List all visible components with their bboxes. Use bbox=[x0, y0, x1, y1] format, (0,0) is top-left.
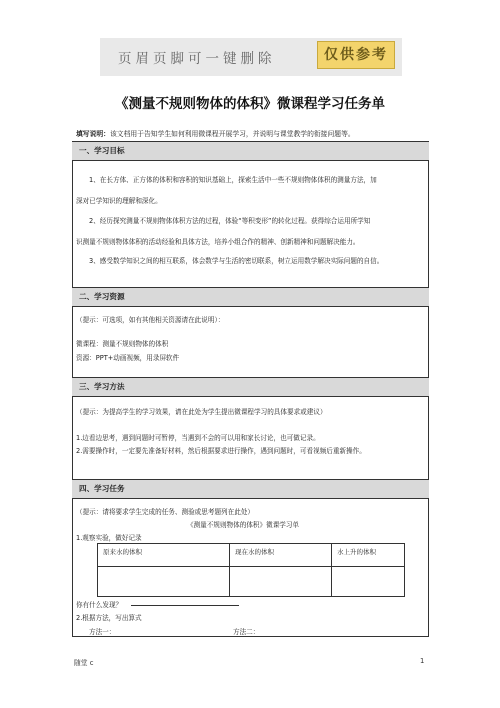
discovery-question: 你有什么发现？ bbox=[76, 601, 123, 609]
worksheet-title: 《测量不规则物体的体积》微课学习单 bbox=[187, 521, 300, 529]
page-number: 1 bbox=[420, 657, 425, 665]
section-heading-tasks: 四、学习任务 bbox=[72, 479, 429, 499]
goal-line: 深对已学知识的理解和深化。 bbox=[76, 197, 162, 205]
section-heading-methods: 三、学习方法 bbox=[72, 377, 429, 397]
fill-instructions bbox=[76, 128, 355, 138]
method-line: 1.边看边思考，遇到问题时可暂停，当遇到不会的可以用和家长讨论，也可做记录。 bbox=[76, 434, 320, 442]
method-two-label: 方法二： bbox=[233, 628, 260, 636]
document-title: 《测量不规则物体的体积》微课程学习任务单 bbox=[115, 96, 385, 112]
table-divider bbox=[98, 566, 404, 567]
methods-hint: （提示：为提高学生的学习效果，请在此处为学生提出微课程学习的具体要求或建议） bbox=[76, 408, 327, 416]
table-header-cell: 水上升的体积 bbox=[337, 548, 376, 556]
footer-left-text: 随堂 c bbox=[74, 659, 94, 667]
answer-underline bbox=[131, 605, 239, 606]
goal-line: 1、在长方体、正方体的体积和容积的知识基础上，探索生活中一些不规则物体体积的测量方法，加 bbox=[89, 176, 377, 184]
header-banner-text: 页眉页脚可一键删除 bbox=[118, 51, 276, 67]
reference-stamp: 仅供参考 bbox=[317, 41, 395, 69]
observation-table bbox=[97, 543, 405, 597]
table-divider bbox=[331, 544, 332, 596]
task-step: 1.观察实验，做好记录 bbox=[76, 534, 142, 542]
method-one-label: 方法一： bbox=[89, 628, 116, 636]
section-heading-resources: 二、学习资源 bbox=[72, 287, 429, 307]
resources-hint: （提示：可选项，如有其他相关资源请在此说明）： bbox=[76, 316, 225, 324]
method-line: 2.需要操作时，一定要先准备好材料，然后根据要求进行操作，遇到问题时，可看视频后重新操作。 bbox=[76, 447, 366, 455]
table-header-cell: 现在水的体积 bbox=[235, 548, 274, 556]
fill-instructions-label: 填写说明： bbox=[76, 130, 110, 138]
section-heading-goals: 一、学习目标 bbox=[72, 141, 429, 161]
goal-line: 识测量不规则物体体积的活动经验和具体方法，培养小组合作的精神、创新精神和问题解决能力。 bbox=[76, 238, 360, 246]
resource-line: 微课程：测量不规则物体的体积 bbox=[76, 340, 169, 348]
task-step: 2.根据方法，写出算式 bbox=[76, 614, 142, 622]
table-header-cell: 原来水的体积 bbox=[103, 548, 142, 556]
tasks-hint: （提示：请将要求学生完成的任务、测验或思考题列在此处） bbox=[76, 508, 255, 516]
table-divider bbox=[229, 544, 230, 596]
fill-instructions-text: 该文档用于告知学生如何利用微课程开展学习，并说明与课堂教学的衔接问题等。 bbox=[109, 130, 355, 138]
resource-line: 资源：PPT+动画视频，用录屏软件 bbox=[76, 354, 180, 362]
goal-line: 2、经历探究测量不规则物体体积方法的过程，体验“等积变形”的转化过程。获得综合运用所学知 bbox=[89, 217, 371, 225]
goal-line: 3、感受数学知识之间的相互联系，体会数学与生活的密切联系，树立运用数学解决实际问题的自信。 bbox=[89, 257, 384, 265]
